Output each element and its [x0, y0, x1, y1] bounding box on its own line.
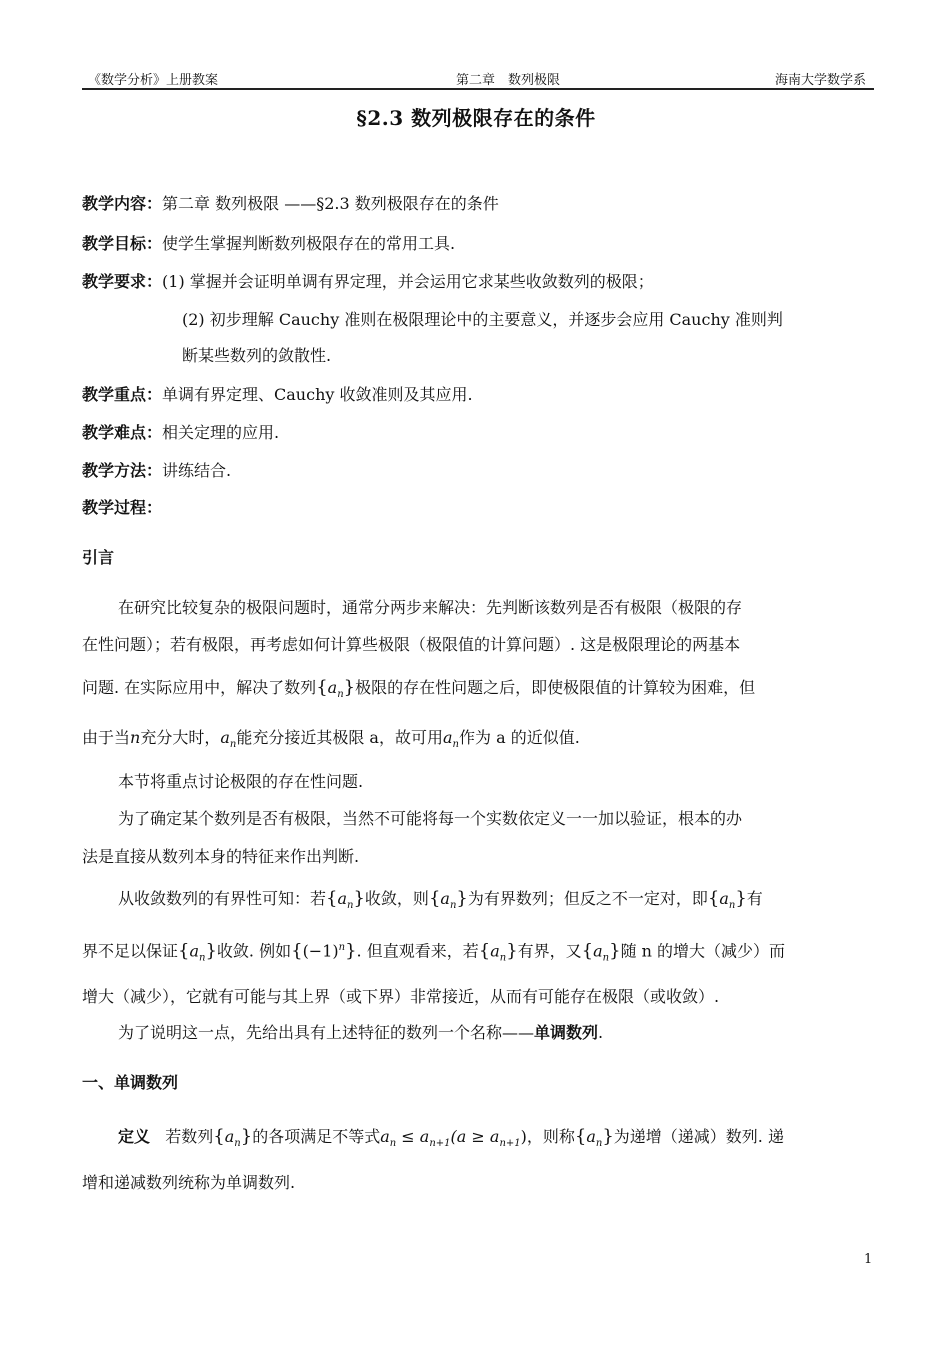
math-sub: n — [728, 900, 736, 912]
text: 的各项满足不等式 — [252, 1127, 381, 1146]
math-var: a — [380, 1127, 390, 1146]
math-sub: n — [595, 1138, 603, 1150]
definition-line1: 定义 若数列$\{a_n\}$的各项满足不等式$a_n \le a_{n+1}(a \ge a_{n+1})$，则称$\{a_n\}$为递增（递减）数列. 递 — [118, 1126, 784, 1150]
text: 收敛. 例如 — [216, 941, 292, 961]
math-expr: (−1) — [302, 941, 339, 961]
math-sub: n — [234, 1138, 241, 1150]
definition-label: 定义 — [118, 1127, 151, 1146]
math-var: a — [419, 1127, 430, 1146]
math-var: a — [220, 728, 230, 747]
intro-p4-line2: 界不足以保证$\{a_n\}$收敛. 例如$\{(-1)^n\}$. 但直观看来，若$\{a_n\}$有界，又$\{a_n\}$随 n 的增大（减少）而 — [82, 940, 786, 964]
math-var: a — [189, 941, 200, 961]
intro-p1-line2: 在性问题）；若有极限，再考虑如何计算些极限（极限值的计算问题）. 这是极限理论的两基本 — [82, 635, 741, 654]
text: ，则称 — [526, 1127, 575, 1146]
text: 极限的存在性问题之后，即使极限值的计算较为困难，但 — [355, 678, 756, 697]
teaching-key-points — [82, 384, 473, 406]
math-sub: n+1 — [499, 1138, 521, 1150]
section1-heading: 一、单调数列 — [82, 1073, 179, 1092]
math-sub: n — [499, 952, 507, 964]
intro-p3-line2: 法是直接从数列本身的特征来作出判断. — [82, 847, 360, 866]
text: 随 n 的增大（减少）而 — [620, 941, 786, 961]
teaching-difficulties — [82, 422, 279, 444]
math-sub: n — [347, 900, 354, 912]
label: 教学重点： — [82, 385, 163, 404]
text: . — [598, 1023, 604, 1042]
math-sup: n — [338, 942, 346, 953]
intro-p4-line3: 增大（减少），它就有可能与其上界（或下界）非常接近，从而有可能存在极限（或收敛）. — [82, 987, 720, 1006]
text: 单调有界定理、Cauchy 收敛准则及其应用. — [162, 385, 473, 404]
math-var: a — [490, 941, 500, 961]
teaching-method — [82, 460, 231, 482]
text: 讲练结合. — [162, 461, 232, 480]
text: 作为 a 的近似值. — [458, 728, 580, 747]
text: 由于当 — [82, 728, 131, 747]
text: 从收敛数列的有界性可知：若 — [118, 889, 327, 908]
math-var: n — [130, 728, 141, 747]
header-book-title: 《数学分析》上册教案 — [88, 73, 219, 88]
text: . 但直观看来，若 — [356, 941, 479, 961]
teaching-requirements — [82, 271, 654, 293]
teaching-process-label: 教学过程： — [82, 498, 163, 517]
math-sub: n — [452, 739, 459, 751]
text: 有 — [746, 889, 763, 908]
intro-p1-line4 — [82, 727, 580, 756]
math-var: a — [586, 1127, 596, 1146]
label: 教学要求： — [82, 272, 163, 291]
teaching-goal — [82, 233, 455, 255]
text: 问题. 在实际应用中，解决了数列 — [82, 678, 317, 697]
text: 相关定理的应用. — [162, 423, 280, 442]
intro-p2: 本节将重点讨论极限的存在性问题. — [118, 772, 364, 791]
math-sub: n — [199, 952, 206, 964]
header-chapter: 第二章 数列极限 — [456, 73, 561, 88]
math-var: a — [440, 889, 450, 908]
text: 使学生掌握判断数列极限存在的常用工具. — [162, 234, 456, 253]
label: 教学目标： — [82, 234, 163, 253]
text: (1) 掌握并会证明单调有界定理，并会运用它求某些收敛数列的极限； — [162, 272, 654, 291]
intro-p1-line1: 在研究比较复杂的极限问题时，通常分两步来解决：先判断该数列是否有极限（极限的存 — [118, 598, 743, 617]
math-sub: n — [602, 952, 610, 964]
text: 收敛，则 — [364, 889, 429, 908]
math-expr: (a ≥ — [450, 1127, 490, 1146]
definition-line2: 增和递减数列统称为单调数列. — [82, 1173, 296, 1192]
text: 第二章 数列极限 ——§2.3 数列极限存在的条件 — [162, 194, 499, 213]
text: 若数列 — [165, 1127, 214, 1146]
text: 界不足以保证 — [82, 941, 179, 961]
math-var: a — [719, 889, 729, 908]
text: 充分大时， — [140, 728, 221, 747]
label: 教学难点： — [82, 423, 163, 442]
intro-p3-line1: 为了确定某个数列是否有极限，当然不可能将每一个实数依定义一一加以验证，根本的办 — [118, 809, 743, 828]
label: 教学内容： — [82, 194, 163, 213]
math-sub: n — [389, 1138, 397, 1150]
text: 有界，又 — [517, 941, 582, 961]
section-title: §2.3 数列极限存在的条件 — [356, 106, 596, 130]
intro-p1-line3: 问题. 在实际应用中，解决了数列$\{a_n\}$极限的存在性问题之后，即使极限值的计算较为困难，但 — [82, 677, 756, 701]
math-var: a — [593, 941, 603, 961]
label: 教学方法： — [82, 461, 163, 480]
intro-heading: 引言 — [82, 548, 115, 567]
text: 为了说明这一点，先给出具有上述特征的数列一个名称—— — [118, 1023, 535, 1042]
math-var: a — [489, 1127, 500, 1146]
math-op: ≤ — [396, 1127, 420, 1146]
requirement-2-line2: 断某些数列的敛散性. — [182, 346, 332, 365]
math-var: a — [337, 889, 348, 908]
text: 为递增（递减）数列. 递 — [613, 1127, 784, 1146]
teaching-content — [82, 193, 499, 215]
text: 能充分接近其极限 a，故可用 — [236, 728, 443, 747]
requirement-2-line1: (2) 初步理解 Cauchy 准则在极限理论中的主要意义，并逐步会应用 Cauchy 准则判 — [182, 310, 783, 329]
intro-p5 — [118, 1022, 603, 1044]
page-number: 1 — [864, 1252, 873, 1267]
header-institution: 海南大学数学系 — [774, 73, 866, 88]
math-sub: n — [337, 689, 344, 701]
term-monotone-sequence: 单调数列 — [534, 1023, 599, 1042]
text: 为有界数列；但反之不一定对，即 — [467, 889, 708, 908]
math-op: ) — [520, 1127, 527, 1146]
math-var: a — [327, 678, 338, 697]
math-sub: n — [449, 900, 457, 912]
math-sub: n — [229, 739, 237, 751]
math-var: a — [224, 1127, 235, 1146]
math-var: a — [442, 728, 453, 747]
math-sub: n+1 — [429, 1138, 451, 1150]
page-header — [82, 68, 874, 90]
intro-p4-line1: 从收敛数列的有界性可知：若$\{a_n\}$收敛，则$\{a_n\}$为有界数列；但反之不一定对，即$\{a_n\}$有 — [118, 888, 763, 912]
